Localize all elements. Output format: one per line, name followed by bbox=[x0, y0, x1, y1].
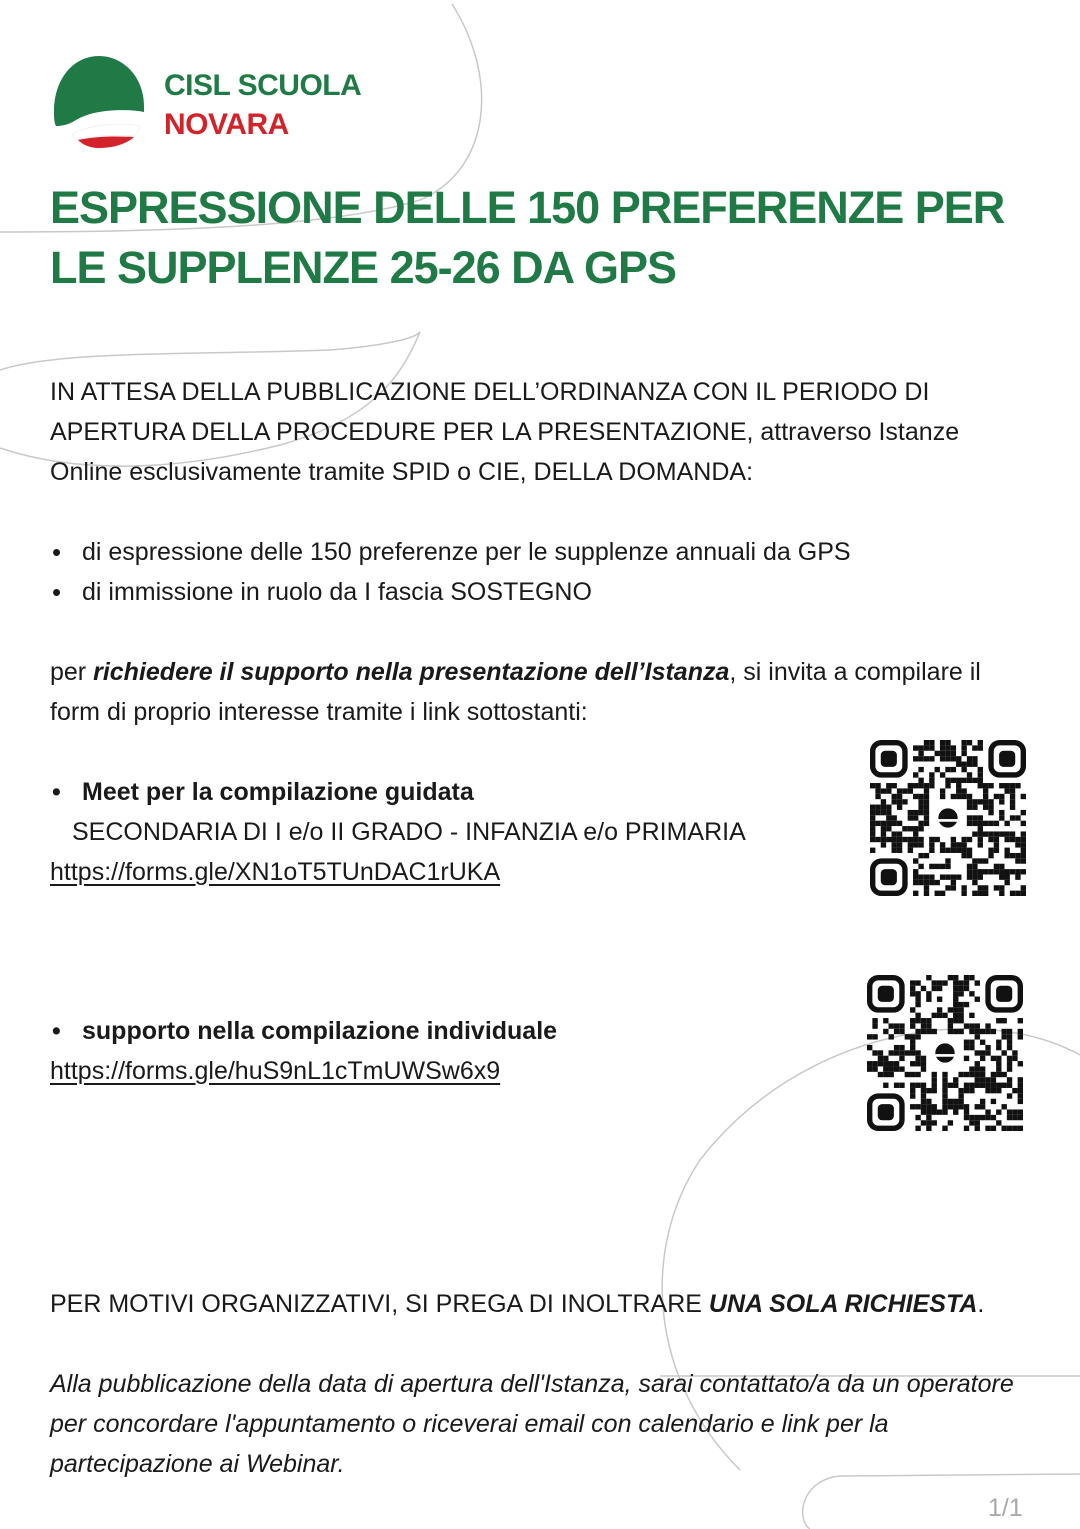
title-bold-1: 150 PREFERENZE bbox=[527, 182, 904, 233]
title-part-1: ESPRESSIONE DELLE bbox=[50, 182, 528, 233]
notice-pre: PER MOTIVI ORGANIZZATIVI, SI PREGA DI INOLTRARE bbox=[50, 1290, 709, 1318]
individual-form-link[interactable]: https://forms.gle/huS9nL1cTmUWSw6x9 bbox=[50, 1057, 501, 1085]
individual-title: • supporto nella compilazione individuale bbox=[50, 1011, 850, 1051]
meet-title: • Meet per la compilazione guidata bbox=[50, 772, 850, 812]
meet-form-link[interactable]: https://forms.gle/XN1oT5TUnDAC1rUKA bbox=[50, 858, 501, 886]
meet-section bbox=[50, 772, 850, 892]
title-part-2: PER LE SUPPLENZE bbox=[50, 182, 1005, 293]
page-number: 1/1 bbox=[988, 1494, 1023, 1522]
meet-qr-code-icon[interactable] bbox=[870, 740, 1026, 896]
notice-post: . bbox=[977, 1290, 985, 1318]
title-bold-2: 25-26 DA GPS bbox=[389, 242, 677, 293]
invite-post: , si invita a compilare il form di proprio interesse tramite i link sottostanti: bbox=[50, 658, 981, 726]
list-item: • di espressione delle 150 preferenze per le supplenze annuali da GPS bbox=[50, 532, 1030, 572]
notice-bold: UNA SOLA RICHIESTA bbox=[708, 1290, 978, 1318]
brand-name bbox=[164, 66, 361, 144]
invite-pre: per bbox=[50, 658, 94, 686]
brand-line-2: NOVARA bbox=[164, 108, 289, 141]
list-item: • di immissione in ruolo da I fascia SOSTEGNO bbox=[50, 572, 1030, 612]
page-title bbox=[50, 178, 1040, 298]
request-type-list bbox=[50, 532, 1030, 612]
meet-subtitle: SECONDARIA DI I e/o II GRADO - INFANZIA e/o PRIMARIA bbox=[72, 818, 746, 846]
notice-paragraph bbox=[50, 1284, 1050, 1324]
cisl-logo-icon bbox=[52, 54, 146, 148]
brand-line-1: CISL SCUOLA bbox=[164, 69, 362, 102]
invite-bold: richiedere il supporto nella presentazione dell’Istanza bbox=[93, 658, 730, 686]
invite-paragraph bbox=[50, 652, 1010, 732]
individual-qr-code-icon[interactable] bbox=[867, 975, 1023, 1131]
intro-paragraph: IN ATTESA DELLA PUBBLICAZIONE DELL’ORDINANZA CON IL PERIODO DI APERTURA DELLA PROCEDURE PER LA PRESENTAZIONE, attraverso Istanze Online esclusivamente tramite SPID o CIE, DELLA DOMANDA: bbox=[50, 378, 960, 486]
footer-note: Alla pubblicazione della data di apertura dell'Istanza, sarai contattato/a da un operatore per concordare l'appuntamento o riceverai email con calendario e link per la partecipazione ai Webinar. bbox=[50, 1370, 1014, 1478]
individual-section bbox=[50, 1011, 850, 1091]
